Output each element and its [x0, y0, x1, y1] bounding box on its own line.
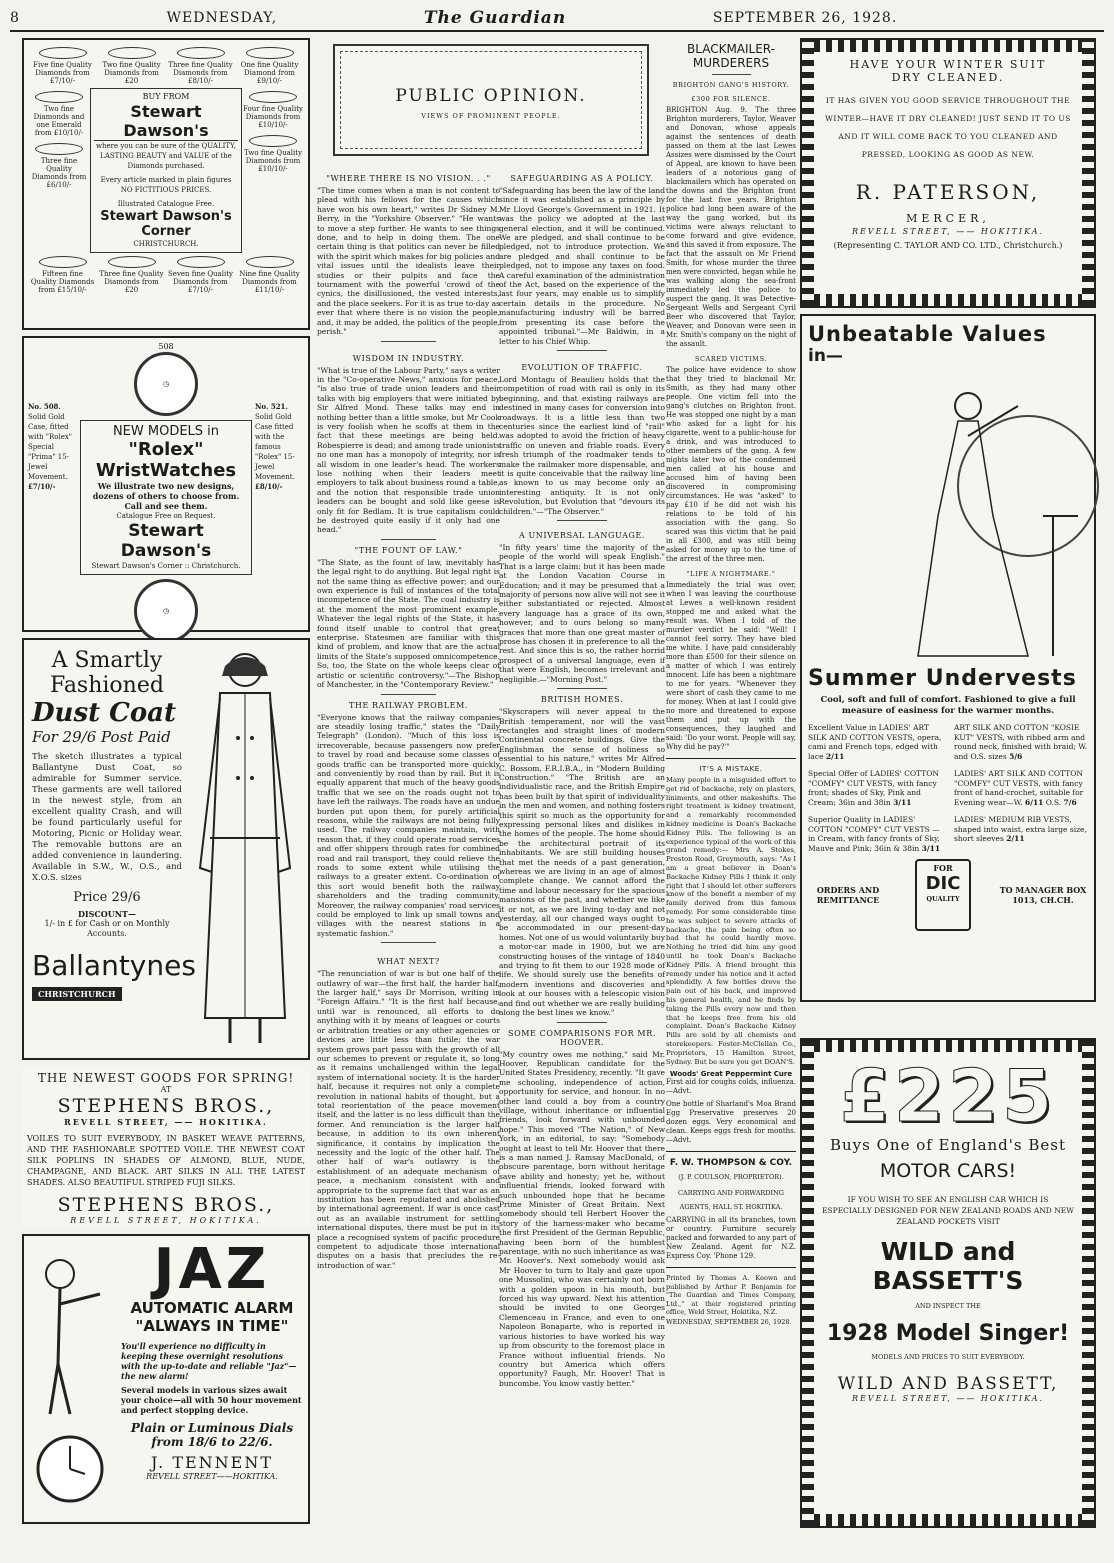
woods-cure-title: Woods' Great Peppermint Cure — [669, 1070, 793, 1079]
coat-price-line: For 29/6 Post Paid — [32, 728, 171, 746]
article-body: "The State, as the fount of law, inevitably has the legal right to do anything. But legal right is not the same thing as effective power; and our own experience is full of instances of the total incompetence of the State. The coal industry is at the moment the most prominent example. Whatever the legal rights of the State, it has found itself unable to control that great enterprise. Statesmen are familiar with this kind of problem, and know that are the actual limits of the State's supposed omnicompetence. So, too, the State on the whole keeps clear of artistic or scientific controversy."—The Bishop of Manchester, in the "Contemporary Review." — [317, 557, 500, 690]
product-item: ART SILK AND COTTON "KOSIE KUT" VESTS, with ribbed arm and round neck, finished with braid; W. and O.S. sizes 5/6 — [954, 723, 1088, 761]
masthead — [10, 6, 1104, 32]
wristwatch-icon: ◷ — [134, 579, 198, 643]
article-body: "What is true of the Labour Party," says a writer in the "Co-operative News," anxious for peace, "is also true of trade union leaders and their talks with big employers that were initiated by Sir Alfred Mond. These talks may end in nothing better than a little smoke, but Mr Cook is very foolish when he scoffs at them in the fact that these meetings are being held. Robespierre is dead; and among trade unionists no one man has a monopoly of integrity, nor is all wisdom in one leader's head. The workers lose nothing when their leaders meet employers to talk about business round a table, and the notion that responsible trade union leaders can be bought and sold like geese is only fit for Bedlam. It is true capitalism could be destroyed quite easily if it only had one head." — [317, 365, 500, 535]
ring-icon — [108, 256, 156, 268]
coat-headline-3: Dust Coat — [32, 698, 177, 728]
ring-offer: Five fine Quality Diamonds from £7/10/- — [28, 44, 97, 88]
paterson-headline-2: DRY CLEANED. — [891, 71, 1005, 84]
ring-icon — [35, 143, 83, 155]
manager-box: TO MANAGER BOX 1013, CH.CH. — [999, 885, 1087, 905]
ring-offer: Three fine Quality Diamonds from £6/10/- — [28, 140, 90, 192]
rings-top-row — [28, 44, 304, 88]
dic-undervests-ad — [800, 314, 1096, 1002]
blackmailer-headline: BLACKMAILER- — [687, 42, 775, 56]
opinion-column-right — [499, 168, 665, 1558]
orders-remittance: ORDERS AND REMITTANCE — [816, 885, 880, 905]
bassett-firm-repeat: WILD AND BASSETT, — [837, 1374, 1059, 1394]
ring-icon — [177, 256, 225, 268]
ring-icon — [246, 256, 294, 268]
right-ad-column — [800, 38, 1096, 1558]
paterson-address: REVELL STREET, —— HOKITIKA. — [851, 227, 1045, 236]
dic-logo: FOR DIC QUALITY — [915, 859, 971, 931]
undervests-tagline: Cool, soft and full of comfort. Fashioned to give a full measure of easiness for the warmer months. — [820, 695, 1076, 716]
firm-corner: Stewart Dawson's Corner — [100, 209, 232, 239]
mistake-body: Many people in a misguided effort to get rid of backache, rely on plasters, liniments, and other makeshifts. The right treatment is kidney treatment, and a remarkably recommended kidney medicine is Doan's Backache Kidney Pills. The following is an experience typical of the work of this grand remedy:— Mrs A. Stokes, Preston Road, Greymouth, says: "As I am a great believer in Doan's Backache Kidney Pills I think it only right that I should let other sufferers know of the benefit a member of my family derived from this famous remedy. For some considerable time he was subject to severe attacks of backache, the pain being often so bad that he could hardly move. Nothing he tried did him any good until he took Doan's Backache Kidney Pills. A friend brought this remedy under his notice and it acted splendidly. A few bottles drove the pain out of his back, and improved his general health, and he finds by taking the Pills every now and then that he keeps free from his old complaint. Doan's Backache Kidney Pills are sold by all chemists and storekeepers. Foster-McClellan Co., Proprietors, 15 Hamilton Street, Sydney. But be sure you get DOAN'S. — [666, 776, 796, 1066]
article-heading: A UNIVERSAL LANGUAGE. — [518, 531, 646, 540]
jaz-headline: AUTOMATIC ALARM — [130, 1299, 294, 1317]
ballantynes-logo: Ballantynes — [32, 949, 196, 982]
stephens-bros-ad — [22, 1066, 310, 1228]
product-item: Excellent Value in LADIES' ART SILK AND COTTON VESTS, opera, cami and French tops, edged with lace 2/11 — [808, 723, 942, 761]
article-heading: THE RAILWAY PROBLEM. — [348, 700, 469, 710]
jaz-body-1: You'll experience no difficulty in keeping these overnight resolutions with the up-to-date and reliable "Jaz"—the new alarm! — [121, 1341, 297, 1381]
article-body: Immediately the trial was over, when I was leaving the courthouse at Lewes a well-known resident stopped me and asked what the result was. When I told of the murder verdict he said: "Well! I cannot feel sorry. They have bled me white. I have paid considerably more than £500 for their silence on a matter of which I was entirely innocent. Life has been a nightmare to me for years. "Whenever they were short of cash they came to me for money. When at last I could give no more and threatened to expose them and put up with the consequences, they laughed and said: 'Do your worst. People will say, Why did he pay?'" — [666, 581, 796, 751]
rolex-center — [80, 342, 252, 653]
jaz-body-2: Several models in various sizes await your choice—all with 50 hour movement and perfect stopping device. — [121, 1385, 302, 1415]
blackmailer-subhead: BRIGHTON GANG'S HISTORY. — [672, 81, 790, 89]
bassett-model: 1928 Model Singer! — [826, 1321, 1070, 1346]
bassett-line-1: Buys One of England's Best — [829, 1136, 1066, 1154]
article-heading: SAFEGUARDING AS A POLICY. — [510, 174, 654, 183]
watch-508-number: 508 — [158, 342, 174, 351]
blackmailer-subhead-2: £300 FOR SILENCE. — [691, 95, 771, 103]
article-body: "The renunciation of war is but one half of the outlawry of war—the first half, the harder half, the larger half," says Dr Morrison, writing in "Foreign Affairs." "It is the first half because, until war is renounced, all efforts to do anything with it by means of leagues or courts or arbitration treaties or any other agencies or devices are little less than futile; the war system grows part passu with the growth of all our schemes to prevent or regulate it, so long as it remains unchallenged within the legal system of international society. It is the harder half, because it requires not only a complete revolution in national habits of thought, but a total reorientation of the peace movement itself, and the latter is no less difficult than the former. And renunciation is the larger half because, in addition to its own inherent significance, it contains by implication the necessity and the logic of the other half. The other half of war's outlawry is the establishment of an adequate mechanism of peace, a mechanism consistent with and appropriate to the supreme fact that war as an institution has been repudiated and abolished by international agreement. If war is once cast out as an available instrument for settling international disputes, there must be put in its place a recognised system of pacific procedure competent to adjudicate those international disputes on a basis that precludes the re-introduction of war." — [317, 969, 500, 1270]
jaz-slogan: "ALWAYS IN TIME" — [135, 1317, 289, 1335]
ring-offer: Nine fine Quality Diamonds from £11/10/- — [235, 253, 304, 297]
article-heading: SOME COMPARISONS FOR MR. HOOVER. — [508, 1028, 656, 1047]
coat-illustration — [190, 648, 300, 1048]
lady-illustration — [808, 366, 1088, 666]
ring-offer: Fifteen fine Quality Diamonds from £15/10/- — [28, 253, 97, 297]
thompson-body: CARRYING in all its branches, town or country. Furniture securely packed and forwarded to any part of New Zealand. Agent for N.Z. Express Coy. 'Phone 129. — [666, 1216, 797, 1261]
bassett-firm: WILD and BASSETT'S — [872, 1237, 1024, 1295]
undervests-headline: Unbeatable Values — [808, 322, 1047, 346]
coat-discount-terms: 1/- in £ for Cash or on Monthly Accounts. — [44, 919, 170, 938]
opinion-column-left — [317, 168, 500, 1558]
public-opinion-subtitle: VIEWS OF PROMINENT PEOPLE. — [421, 112, 561, 120]
article-body: "The time comes when a man is not content to plead with his fellows for the causes which have won his own heart," writes Dr Sidney M. Berry, in the "Yorkshire Observer." "He wants to move a step further. He wants to see things done, and to help in doing them. The one certain thing is that politics can never be filled with the spirit which makes for big policies and vital issues until the idealists leave their studies or their pulpits and face the tournament with the powerful 'crowd of the cynics, the disillusioned, the vested interests, and the place seekers. For it is as true to-day as ever that where there is no vision the people, and, it may be added, the politics of the people, perish." — [317, 186, 500, 337]
rings-right-stack — [242, 88, 304, 253]
article-heading: WHAT NEXT? — [377, 957, 440, 967]
blackmailer-body: BRIGHTON Aug. 9. The three Brighton murderers, Taylor, Weaver and Donovan, whose appeals against the sentences of death passed on them at the last Lewes Assizes were dismissed by the Court of Appeal, are known to have been leaders of a notorious gang of blackmailers which has operated on the downs and the Brighton front for the last five years. Brighton police had long been aware of the way the gang worked, but its victims were always reluctant to come forward and give evidence, and this saved it from exposure. The fact that the assault on Mr Friend Smith, for whose murder the three men were convicted, began while he was walking along the sea-front immediately led the police to suspect the gang. It was Detective-Sergeant Wells and Sergeant Cyril Beer who discovered that Taylor, Weaver, and Donovan were seen in Mr. Smith's company on the night of the assault. — [666, 106, 797, 348]
paterson-representing: (Representing C. TAYLOR AND CO. LTD., Christchurch.) — [833, 241, 1063, 250]
masthead-date: SEPTEMBER 26, 1928. — [712, 10, 898, 26]
bassett-body: IF YOU WISH TO SEE AN ENGLISH CAR WHICH IS ESPECIALLY DESIGNED FOR NEW ZEALAND ROADS AND NEW ZEALAND POCKETS VISIT — [822, 1195, 1074, 1226]
imprint-text: Printed by Thomas A. Keown and published by Arthur P. Benjamin for "The Guardian and Times Company, Ltd.," at their registered printing office, Weld Street, Hokitika, N.Z. — [666, 1274, 796, 1317]
ring-offer: Three fine Quality Diamonds from £20 — [97, 253, 166, 297]
thompson-firm: F. W. THOMPSON & COY. — [669, 1158, 793, 1169]
undervests-title: Summer Undervests — [808, 666, 1077, 691]
stephens-firm: STEPHENS BROS., — [57, 1095, 275, 1117]
bassett-inspect: AND INSPECT THE — [915, 1302, 981, 1310]
jaz-address: REVELL STREET——HOKITIKA. — [146, 1472, 278, 1481]
ballantynes-dust-coat-ad — [22, 638, 310, 1060]
stephens-at: AT — [160, 1085, 172, 1094]
left-ad-column — [22, 38, 310, 1558]
article-body: The police have evidence to show that they tried to blackmail Mr. Smith, as they had many other people. One victim fell into the gang's clutches on Brighton front. He was stopped one night by a man who asked for a light for his cigarette, went to a public-house for a drink, and was introduced to other members of the gang. A few nights later two of the condemned men called at his house and accused him of having been discovered in compromising circumstances. He was "asked" to pay £10 if he did not wish his relations to be told of his association with the gang. So scared was this victim that he paid in all £300, and was still being asked for money up to the time of the arrest of the three men. — [666, 366, 796, 563]
article-heading: EVOLUTION OF TRAFFIC. — [521, 362, 643, 372]
ring-offer: One fine Quality Diamond from £9/10/- — [235, 44, 304, 88]
paterson-body: IT HAS GIVEN YOU GOOD SERVICE THROUGHOUT THE WINTER—HAVE IT DRY CLEANED! JUST SEND IT TO US AND IT WILL COME BACK TO YOU CLEANED AND PRESSED, LOOKING AS GOOD AS NEW. — [825, 96, 1071, 159]
article-heading: BRITISH HOMES. — [540, 695, 624, 705]
bassett-address: REVELL STREET, —— HOKITIKA. — [851, 1394, 1045, 1403]
bassett-models-line: MODELS AND PRICES TO SUIT EVERYBODY. — [871, 1353, 1025, 1361]
article-body: "Safeguarding has been the law of the land since it was established as a principle by Mr Lloyd George's Government in 1921. It was the policy we adopted at the last general election, and it will be continued. We are pledged, and shall continue to be pledged, not to introduce protection. We are pledged and shall continue to be pledged, not to impose any taxes on food. A careful examination of the administration of the Act, based on the experience of the last four years, may enable us to simplify certain details in the procedure. No manufacturing industry will be barred from presenting its case before the appointed tribunal."—Mr Baldwin, in a letter to his Chief Whip. — [499, 186, 666, 346]
car-price: £225 — [839, 1054, 1057, 1138]
paterson-headline: HAVE YOUR WINTER SUIT — [849, 58, 1047, 71]
stewart-dawson-rings-ad — [22, 38, 310, 330]
ring-offer: Two fine Quality Diamonds from £20 — [97, 44, 166, 88]
article-heading: "WHERE THERE IS NO VISION. . ." — [326, 174, 491, 183]
jaz-logo: JAZ — [153, 1237, 271, 1302]
firm-name: Stewart Dawson's — [94, 102, 238, 141]
stephens-headline: THE NEWEST GOODS FOR SPRING! — [37, 1071, 295, 1085]
undervests-in: in— — [808, 346, 843, 366]
wild-bassett-singer-ad — [800, 1038, 1096, 1528]
coat-headline-1: A Smartly — [51, 648, 163, 673]
jaz-firm: J. TENNENT — [150, 1453, 274, 1472]
thompson-line-2: AGENTS, HALL ST. HOKITIKA. — [679, 1203, 783, 1212]
watch-521-spec: No. 521. Solid Gold Case fitted with the famous "Rolex" 15-Jewel Movement. £8/10/- — [255, 402, 295, 491]
ring-icon — [249, 91, 297, 103]
wristwatch-icon: ◷ — [134, 352, 198, 416]
undervests-footer — [808, 859, 1088, 931]
jaz-prices: Plain or Luminous Dials from 18/6 to 22/6. — [130, 1421, 294, 1449]
product-item: Special Offer of LADIES' COTTON "COMFY" CUT VESTS, with fancy front; shades of Sky, Pink and Cream; 36in and 38in 3/11 — [808, 769, 939, 807]
ring-icon — [249, 135, 297, 147]
ring-offer: Seven fine Quality Diamonds from £7/10/- — [166, 253, 235, 297]
article-heading: SCARED VICTIMS. — [694, 355, 768, 363]
rings-where-text: where you can be sure of the QUALITY, LASTING BEAUTY and VALUE of the Diamonds purchased. — [96, 142, 236, 170]
ring-icon — [39, 47, 87, 59]
ring-icon — [177, 47, 225, 59]
article-heading: "LIFE A NIGHTMARE." — [686, 570, 776, 578]
ring-offer: Two fine Diamonds and one Emerald from £10/10/- — [28, 88, 90, 140]
ring-offer: Two fine Quality Diamonds from £10/10/- — [242, 132, 304, 176]
public-opinion-title: PUBLIC OPINION. — [395, 86, 587, 106]
stephens-address-repeat: REVELL STREET, HOKITIKA. — [70, 1216, 262, 1225]
ring-offer: Three fine Quality Diamonds from £8/10/- — [166, 44, 235, 88]
article-body: "My country owes me nothing," said Mr. Hoover, Republican candidate for the United States Presidency, recently. "It gave me schooling, independence of action, opportunity for service, and honour. In no other land could a boy from a country village, without inheritance or influential friends, look forward with unbounded hope." This moved "The Nation," of New York, in an editorial, to say: "Somebody ought at least to tell Mr. Hoover that there is a man named J. Ramsay MacDonald, of obscure parentage, born without heritage save ability and honesty; yet he, without influential friends, looked forward with such unbounded hope that he became Prime Minister of Great Britain. Next somebody should tell Herbert Hoover the story of the harness-maker who became the first President of the German Republic, having been born of the humblest parentage, with no such inheritance as was Mr. Hoover's. Next somebody would ask Mr Hoover to turn to Italy and gaze upon one Mussolini, who was certainly not born with a golden spoon in his mouth, but forced his way upward. Next his attention should be invited to one Georges Clemenceau in France, and even to one Napoleon Bonaparte, who is reported in various histories to have worked his way up from obscurity to the foremost place in France without influential friends. No country but America which offers opportunity? Faugh, Mr. Hoover! That is buncombe. You know vastly better." — [499, 1049, 665, 1388]
public-opinion-header — [333, 44, 649, 156]
ballantynes-city: CHRISTCHURCH — [32, 987, 122, 1001]
ring-offer: Four fine Quality Diamonds from £10/10/- — [242, 88, 304, 132]
ring-icon — [108, 47, 156, 59]
rolex-watch-ad — [22, 336, 310, 632]
ring-icon — [35, 91, 83, 103]
ring-icon — [39, 256, 87, 268]
page-number: 8 — [10, 10, 20, 26]
mistake-heading: IT'S A MISTAKE. — [699, 765, 763, 773]
paterson-trade: MERCER, — [906, 212, 990, 225]
watch-508-spec: No. 508. Solid Gold Case, fitted with "Rolex" Special "Prima" 15-Jewel Movement. £7/10/- — [28, 402, 73, 491]
ring-icon — [246, 47, 294, 59]
coat-headline-2: Fashioned — [50, 673, 164, 698]
rolex-headline-panel: NEW MODELS in "Rolex" WristWatches We illustrate two new designs, dozens of others to choose from. Call and see them. Catalogue Free on Request. Stewart Dawson's Stewart Dawson's Corner :: Christchurch. — [80, 420, 252, 575]
product-item: LADIES' MEDIUM RIB VESTS, shaped into waist, extra large size, short sleeves 2/11 — [954, 815, 1087, 843]
article-body: "Skyscrapers will never appeal to the British temperament, nor will the vast rectangles and straight lines of modern Continental concrete buildings. Give the Englishman the sense of holiness so essential to his nature," writes Mr Alfred C. Bossom, F.R.I.B.A., in "Modern Building Construction." "The British are an individualistic race, and the British Empire has been built by that spirit of individuality in the men and women, and nothing fosters this spirit so much as the opportunity for expressing personal likes and dislikes in the homes of the people. The home should be the architectural portrait of its inhabitants. We are still building houses that met the needs of a past generation, whereas we are living in an age of almost complete change. We cannot afford the time and labour necessary for the spacious mansions of the past, and whether we like it or not, as we are living to-day and not yesterday, all our changed ways ought to be accommodated in our present-day homes. Not one of us would voluntarily buy a motor-car made in 1900, but we are constructing houses of the vintage of 1840 and trying to fit them to our 1928 mode of life. We should surely use the benefits of modern inventions and discoveries and look at our houses with a telescopic vision and find out whether we are really building along the best lines we know." — [499, 707, 665, 1018]
rings-bottom-row — [28, 253, 304, 297]
coat-body: The sketch illustrates a typical Ballantyne Dust Coat, so admirable for Summer service. These garments are well tailored in the newest style, from an excellent quality Crash, and will be found particularly useful for Motoring, Picnic or Holiday wear. The removable buttons are an added convenience in laundering. Available in S.W., W., O.S., and X.O.S. sizes — [32, 752, 182, 883]
product-item: Superior Quality in LADIES' COTTON "COMFY" CUT VESTS —in Cream, with fancy fronts of Sky, Mauve and Pink; 36in & 38in 3/11 — [808, 815, 941, 853]
coat-price: Price 29/6 — [73, 890, 141, 905]
masthead-day: WEDNESDAY, — [166, 10, 278, 26]
paper-title: The Guardian — [423, 8, 567, 28]
undervests-items — [808, 723, 1088, 853]
blackmailer-headline-2: MURDERERS — [692, 56, 770, 70]
thompson-line-1: CARRYING AND FORWARDING — [678, 1189, 784, 1198]
thompson-proprietor: (J. P. COULSON, PROPRIETOR). — [678, 1173, 784, 1182]
article-body: Lord Montagu of Beaulieu holds that the competition of road with rail is only in its beginning, and that existing railways are destined in many cases for conversion into roadways. It is a little less than two centuries since the earliest kind of "rail" was adopted to avoid the friction of heavy traffic on uneven and friable roads. Every fresh triumph of the roadmaker tends to make the railmaker more dispensable, and it is quite conceivable that the railway line as known to us may become only an interesting antiquity. It is not only Revolution, but Evolution that "devours its children."—"The Observer." — [499, 374, 665, 516]
rings-catalogue-text: Illustrated Catalogue Free. — [117, 200, 215, 208]
coat-discount: DISCOUNT— — [77, 909, 137, 919]
article-heading: WISDOM IN INDUSTRY. — [352, 353, 465, 363]
stephens-body: VOILES TO SUIT EVERYBODY, IN BASKET WEAVE PATTERNS, AND THE FASHIONABLE SPOTTED VOILE. THE NEWEST COAT SILK POPLINS IN SHADES OF ALMOND, BLUE, NUDE, CHAMPAGNE, AND BLACK. ART SILKS IN ALL THE LATEST SHADES. ALSO BEAUTIFUL STRIPED FUJI SILKS. — [27, 1134, 305, 1187]
news-column — [666, 38, 796, 1558]
firm-city: CHRISTCHURCH. — [133, 240, 199, 248]
paterson-dry-clean-ad — [800, 38, 1096, 308]
stephens-address: REVELL STREET, —— HOKITIKA. — [64, 1117, 268, 1127]
article-heading: "THE FOUNT OF LAW." — [354, 545, 463, 555]
article-body: "In fifty years' time the majority of the people of the world will speak English." That is a large claim; but it has been made at the London Vacation Course in Education; and it may be presumed that a majority of persons now alive will not see it either substantiated or rejected. Almost every language has a grace of its own, however, and to ours belong so many graces that more than one great master of prose has chosen it in preference to all the rest. And since this is so, the rather horrid prospect of a universal language, even if that were English, becomes irrelevant and negligible.—"Morning Post." — [499, 543, 665, 684]
rings-left-stack — [28, 88, 90, 253]
sharland-text: One bottle of Sharland's Moa Brand Egg Preservative preserves 20 dozen eggs. Very economical and clean. Keeps eggs fresh for months.—Advt. — [666, 1100, 796, 1145]
imprint-date: WEDNESDAY, SEPTEMBER 26, 1928. — [666, 1317, 792, 1326]
jaz-alarm-ad — [22, 1234, 310, 1524]
stephens-firm-repeat: STEPHENS BROS., — [57, 1194, 275, 1216]
bassett-line-2: MOTOR CARS! — [879, 1160, 1017, 1182]
rings-center-panel — [90, 88, 242, 253]
product-item: LADIES' ART SILK AND COTTON "COMFY" CUT VESTS, with fancy front of hand-crochet, suitable for Evening wear—W. 6/11 O.S. 7/6 — [954, 769, 1084, 807]
article-body: "Everyone knows that the railway companies are steadily losing traffic," states the "Daily Telegraph" (London). "Much of this loss is irrecoverable, because passengers now prefer to travel by road and because some classes of goods traffic can be transported more quickly and conveniently by road than by rail. But it is equally apparent that much of the heavy goods traffic that we see on the roads ought not to have left the railways. The roads have an undue burden put upon them, for purely artificial reasons, while the railways are not being fully used. The railway companies maintain, with reason that, if they could operate road services and offer shippers through rates for combined road and rail transport, they could relieve the roads to some extent while utilising the railways to a greater extent. Co-ordination of this sort would benefit both the railway shareholders and the trading community. Moreover, the railway companies' road services could be employed to link up small towns and villages with the nearest stations in a systematic fashion." — [317, 712, 500, 938]
paterson-firm: R. PATERSON, — [855, 180, 1041, 204]
clock-boy-illustration — [30, 1244, 110, 1514]
rings-middle — [28, 88, 304, 253]
buy-from: BUY FROM — [142, 92, 190, 101]
rings-marked-text: Every article marked in plain figures NO FICTITIOUS PRICES. — [100, 176, 232, 194]
woods-cure-text: First aid for coughs colds, influenza. —Advt. — [666, 1078, 796, 1096]
